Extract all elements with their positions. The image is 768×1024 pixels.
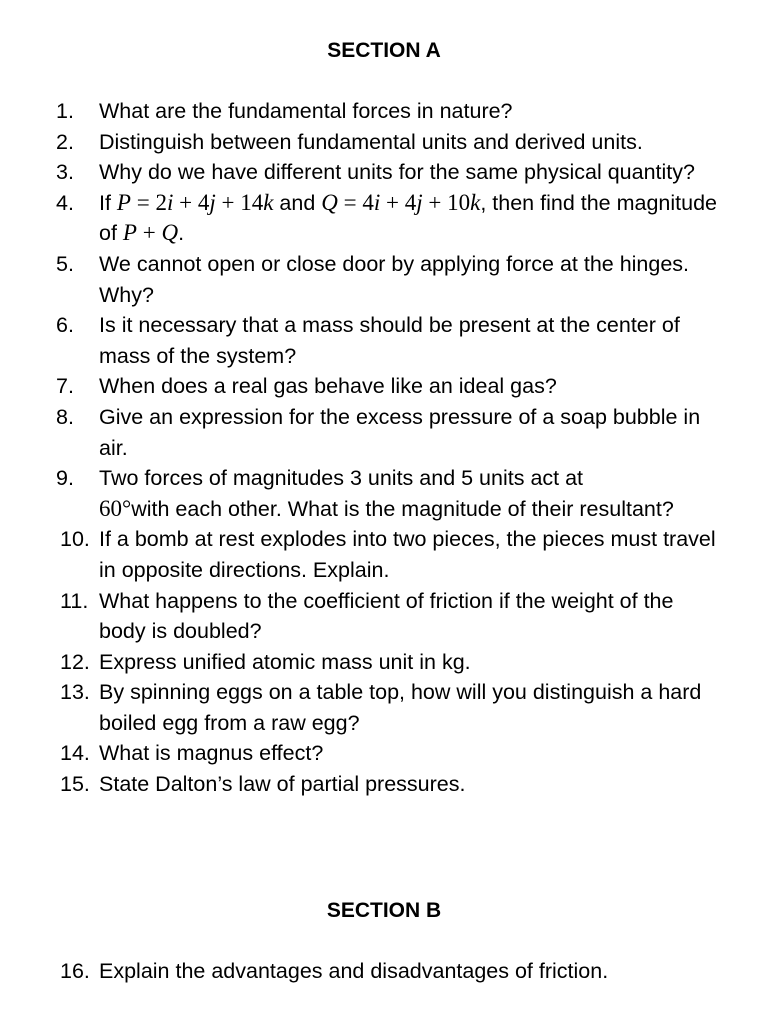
question-item	[0, 310, 768, 371]
question-text: We cannot open or close door by applying force at the hinges. Why?	[99, 251, 690, 307]
question-text: By spinning eggs on a table top, how will you distinguish a hard boiled egg from a raw egg?	[99, 680, 702, 735]
question-number: 4.	[56, 190, 74, 215]
question-number: 10.	[60, 527, 90, 552]
question-item	[0, 402, 768, 463]
question-item	[0, 956, 768, 987]
question-number: 11.	[60, 588, 89, 613]
question-number: 13.	[60, 680, 90, 705]
question-text: Distinguish between fundamental units and derived units.	[99, 129, 643, 154]
question-item	[0, 738, 768, 769]
section-b-title: SECTION B	[326, 899, 442, 922]
question-number: 1.	[56, 99, 74, 123]
question-number: 5.	[56, 251, 74, 276]
question-item	[0, 586, 768, 647]
question-number: 3.	[56, 160, 74, 185]
question-text: Why do we have different units for the same physical quantity?	[99, 160, 695, 185]
question-item	[0, 677, 768, 738]
question-text: Two forces of magnitudes 3 units and 5 units act at 60°with each other. What is the magnitude of their resultant?	[99, 466, 674, 521]
question-item	[0, 127, 768, 158]
section-a-title: SECTION A	[327, 39, 441, 62]
math-angle: 60°	[99, 495, 132, 521]
section-a-question-list	[0, 96, 768, 800]
question-text: Give an expression for the excess pressure of a soap bubble in air.	[99, 404, 701, 460]
question-number: 6.	[56, 313, 74, 338]
question-number: 15.	[60, 772, 90, 797]
question-text: What happens to the coefficient of friction if the weight of the body is doubled?	[99, 588, 674, 644]
question-item	[0, 188, 768, 249]
question-item	[0, 96, 768, 127]
question-item	[0, 157, 768, 188]
math-vector-q: Q = 4i + 4j + 10k	[321, 189, 481, 215]
question-item	[0, 463, 768, 524]
question-text: If P = 2i + 4j + 14k and Q = 4i + 4j + 10k, then find the magnitude of P + Q.	[99, 189, 718, 246]
question-number: 7.	[56, 374, 74, 399]
math-sum: P + Q	[122, 220, 179, 246]
question-item	[0, 371, 768, 402]
question-number: 14.	[60, 741, 90, 766]
question-item	[0, 249, 768, 310]
question-text: What are the fundamental forces in nature?	[99, 99, 513, 123]
question-item	[0, 524, 768, 585]
question-number: 16.	[60, 959, 90, 983]
question-text: Is it necessary that a mass should be present at the center of mass of the system?	[99, 313, 680, 368]
question-item	[0, 769, 768, 800]
question-text: When does a real gas behave like an ideal gas?	[99, 374, 557, 399]
question-number: 2.	[56, 129, 74, 154]
question-number: 8.	[56, 404, 74, 429]
question-item	[0, 647, 768, 678]
question-number: 12.	[60, 649, 90, 674]
question-text: Express unified atomic mass unit in kg.	[99, 649, 471, 674]
question-text: State Dalton’s law of partial pressures.	[99, 772, 466, 797]
question-text: Explain the advantages and disadvantages of friction.	[99, 959, 609, 983]
question-text: What is magnus effect?	[99, 741, 324, 766]
question-number: 9.	[56, 466, 74, 491]
section-b-question-list	[0, 956, 768, 987]
question-text: If a bomb at rest explodes into two pieces, the pieces must travel in opposite directions. Explain.	[99, 527, 716, 582]
math-vector-p: P = 2i + 4j + 14k	[116, 189, 274, 215]
